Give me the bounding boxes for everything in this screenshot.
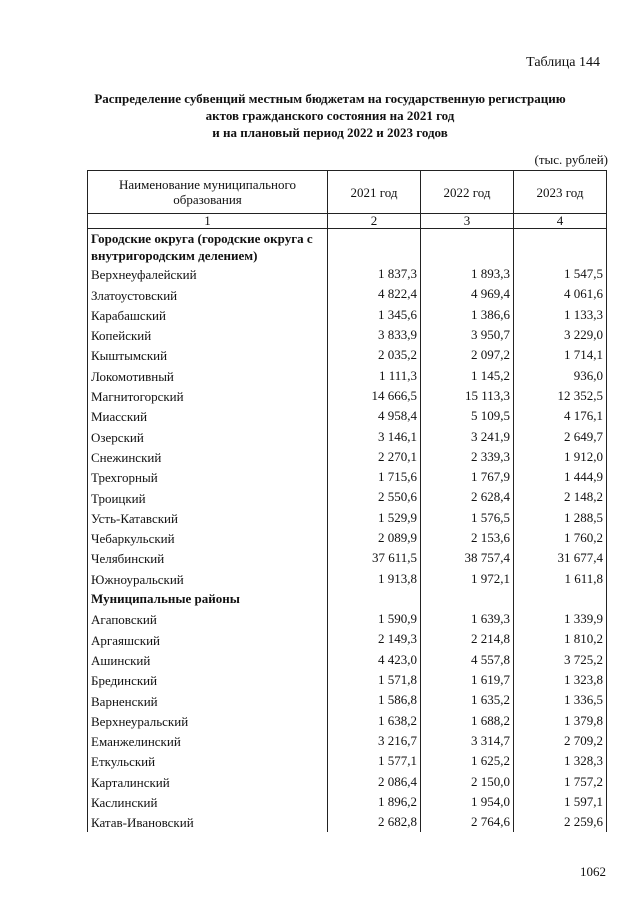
title-line-1: Распределение субвенций местным бюджетам на государственную регистрацию — [94, 91, 566, 106]
value-2021: 1 345,6 — [328, 305, 421, 325]
value-2023: 1 912,0 — [514, 447, 607, 467]
table-row — [88, 670, 607, 690]
value-2023: 3 725,2 — [514, 650, 607, 670]
value-2021: 2 086,4 — [328, 771, 421, 791]
col-header-2021: 2021 год — [328, 171, 421, 214]
table-row — [88, 406, 607, 426]
table-row — [88, 487, 607, 507]
value-2023: 2 259,6 — [514, 812, 607, 832]
value-2023: 1 339,9 — [514, 609, 607, 629]
table-row — [88, 650, 607, 670]
value-2022: 5 109,5 — [421, 406, 514, 426]
value-2023: 1 323,8 — [514, 670, 607, 690]
value-2022: 1 386,6 — [421, 305, 514, 325]
table-row — [88, 528, 607, 548]
value-2022: 2 214,8 — [421, 629, 514, 649]
municipality-name: Челябинский — [88, 548, 328, 568]
municipality-name: Карабашский — [88, 305, 328, 325]
municipality-name: Кыштымский — [88, 345, 328, 365]
column-index: 2 — [328, 214, 421, 229]
section-title: Городские округа (городские округа с внутригородским делением) — [88, 229, 328, 265]
value-2023: 1 810,2 — [514, 629, 607, 649]
value-2022: 1 688,2 — [421, 711, 514, 731]
column-index: 4 — [514, 214, 607, 229]
value-2022: 1 145,2 — [421, 365, 514, 385]
value-2021: 3 833,9 — [328, 325, 421, 345]
value-2023: 31 677,4 — [514, 548, 607, 568]
value-2021: 14 666,5 — [328, 386, 421, 406]
section-title: Муниципальные районы — [88, 589, 328, 609]
value-2022: 1 625,2 — [421, 751, 514, 771]
col-header-2023: 2023 год — [514, 171, 607, 214]
value-2022: 1 767,9 — [421, 467, 514, 487]
municipality-name: Верхнеуральский — [88, 711, 328, 731]
municipality-name: Миасский — [88, 406, 328, 426]
title-line-2: актов гражданского состояния на 2021 год — [205, 108, 455, 123]
value-2021: 3 216,7 — [328, 731, 421, 751]
value-2021: 1 571,8 — [328, 670, 421, 690]
value-2021: 2 149,3 — [328, 629, 421, 649]
value-2023: 4 176,1 — [514, 406, 607, 426]
value-2022: 2 628,4 — [421, 487, 514, 507]
table-row — [88, 731, 607, 751]
value-2022: 1 619,7 — [421, 670, 514, 690]
value-2023: 1 760,2 — [514, 528, 607, 548]
table-row — [88, 792, 607, 812]
table-row — [88, 568, 607, 588]
municipality-name: Агаповский — [88, 609, 328, 629]
value-2022: 1 635,2 — [421, 690, 514, 710]
value-2022: 4 557,8 — [421, 650, 514, 670]
column-index: 1 — [88, 214, 328, 229]
municipality-name: Озерский — [88, 426, 328, 446]
value-2022: 2 339,3 — [421, 447, 514, 467]
municipality-name: Верхнеуфалейский — [88, 264, 328, 284]
value-2022: 1 576,5 — [421, 508, 514, 528]
table-row — [88, 711, 607, 731]
value-2021: 1 586,8 — [328, 690, 421, 710]
value-2021: 1 837,3 — [328, 264, 421, 284]
table-row — [88, 690, 607, 710]
value-2021: 4 958,4 — [328, 406, 421, 426]
value-2023: 1 547,5 — [514, 264, 607, 284]
municipality-name: Южноуральский — [88, 568, 328, 588]
value-2022: 1 954,0 — [421, 792, 514, 812]
value-2021: 1 638,2 — [328, 711, 421, 731]
table-row — [88, 386, 607, 406]
value-2021: 2 550,6 — [328, 487, 421, 507]
document-title — [60, 90, 600, 141]
municipality-name: Каслинский — [88, 792, 328, 812]
municipality-name: Локомотивный — [88, 365, 328, 385]
value-2022: 3 314,7 — [421, 731, 514, 751]
table-row — [88, 426, 607, 446]
unit-label: (тыс. рублей) — [534, 152, 608, 167]
value-2021: 1 111,3 — [328, 365, 421, 385]
value-2023: 1 597,1 — [514, 792, 607, 812]
title-line-3: и на плановый период 2022 и 2023 годов — [212, 125, 448, 140]
value-2022: 1 639,3 — [421, 609, 514, 629]
value-2023: 2 649,7 — [514, 426, 607, 446]
table-row — [88, 284, 607, 304]
value-2022: 3 241,9 — [421, 426, 514, 446]
page-number: 1062 — [580, 864, 606, 879]
value-2021: 2 089,9 — [328, 528, 421, 548]
empty-cell — [328, 229, 421, 265]
value-2021: 2 682,8 — [328, 812, 421, 832]
municipality-name: Трехгорный — [88, 467, 328, 487]
value-2021: 3 146,1 — [328, 426, 421, 446]
table-row — [88, 609, 607, 629]
municipality-name: Троицкий — [88, 487, 328, 507]
table-row — [88, 365, 607, 385]
value-2021: 1 529,9 — [328, 508, 421, 528]
value-2021: 1 715,6 — [328, 467, 421, 487]
municipality-name: Аргаяшский — [88, 629, 328, 649]
value-2023: 1 379,8 — [514, 711, 607, 731]
value-2021: 2 270,1 — [328, 447, 421, 467]
value-2023: 936,0 — [514, 365, 607, 385]
value-2021: 1 577,1 — [328, 751, 421, 771]
value-2022: 15 113,3 — [421, 386, 514, 406]
municipality-name: Златоустовский — [88, 284, 328, 304]
municipality-name: Карталинский — [88, 771, 328, 791]
municipality-name: Копейский — [88, 325, 328, 345]
value-2021: 1 896,2 — [328, 792, 421, 812]
value-2022: 38 757,4 — [421, 548, 514, 568]
municipality-name: Усть-Катавский — [88, 508, 328, 528]
table-row — [88, 508, 607, 528]
section-row — [88, 229, 607, 265]
column-index: 3 — [421, 214, 514, 229]
table-row — [88, 812, 607, 832]
col-header-2022: 2022 год — [421, 171, 514, 214]
municipality-name: Еманжелинский — [88, 731, 328, 751]
municipality-name: Варненский — [88, 690, 328, 710]
table-row — [88, 305, 607, 325]
value-2022: 2 097,2 — [421, 345, 514, 365]
value-2021: 37 611,5 — [328, 548, 421, 568]
empty-cell — [514, 589, 607, 609]
empty-cell — [421, 229, 514, 265]
value-2023: 2 709,2 — [514, 731, 607, 751]
section-row — [88, 589, 607, 609]
municipality-name: Брединский — [88, 670, 328, 690]
table-number: Таблица 144 — [526, 55, 600, 70]
municipality-name: Еткульский — [88, 751, 328, 771]
value-2023: 3 229,0 — [514, 325, 607, 345]
value-2023: 1 328,3 — [514, 751, 607, 771]
column-index-row — [88, 214, 607, 229]
empty-cell — [514, 229, 607, 265]
value-2023: 4 061,6 — [514, 284, 607, 304]
value-2023: 1 714,1 — [514, 345, 607, 365]
value-2021: 1 590,9 — [328, 609, 421, 629]
value-2023: 2 148,2 — [514, 487, 607, 507]
value-2022: 2 153,6 — [421, 528, 514, 548]
value-2022: 2 764,6 — [421, 812, 514, 832]
header-row — [88, 171, 607, 214]
value-2021: 4 822,4 — [328, 284, 421, 304]
value-2023: 1 757,2 — [514, 771, 607, 791]
col-header-name: Наименование муниципального образования — [88, 171, 328, 214]
value-2023: 1 611,8 — [514, 568, 607, 588]
value-2021: 4 423,0 — [328, 650, 421, 670]
municipality-name: Катав-Ивановский — [88, 812, 328, 832]
municipality-name: Ашинский — [88, 650, 328, 670]
value-2023: 1 288,5 — [514, 508, 607, 528]
subventions-table — [87, 170, 607, 832]
value-2023: 12 352,5 — [514, 386, 607, 406]
value-2022: 2 150,0 — [421, 771, 514, 791]
municipality-name: Чебаркульский — [88, 528, 328, 548]
municipality-name: Снежинский — [88, 447, 328, 467]
table-row — [88, 548, 607, 568]
value-2023: 1 336,5 — [514, 690, 607, 710]
value-2021: 1 913,8 — [328, 568, 421, 588]
empty-cell — [421, 589, 514, 609]
table-row — [88, 447, 607, 467]
value-2022: 4 969,4 — [421, 284, 514, 304]
value-2022: 3 950,7 — [421, 325, 514, 345]
table-row — [88, 629, 607, 649]
table-row — [88, 771, 607, 791]
value-2022: 1 893,3 — [421, 264, 514, 284]
table-row — [88, 325, 607, 345]
value-2022: 1 972,1 — [421, 568, 514, 588]
value-2023: 1 133,3 — [514, 305, 607, 325]
table-row — [88, 751, 607, 771]
table-row — [88, 345, 607, 365]
municipality-name: Магнитогорский — [88, 386, 328, 406]
value-2023: 1 444,9 — [514, 467, 607, 487]
table-row — [88, 467, 607, 487]
table-row — [88, 264, 607, 284]
empty-cell — [328, 589, 421, 609]
value-2021: 2 035,2 — [328, 345, 421, 365]
